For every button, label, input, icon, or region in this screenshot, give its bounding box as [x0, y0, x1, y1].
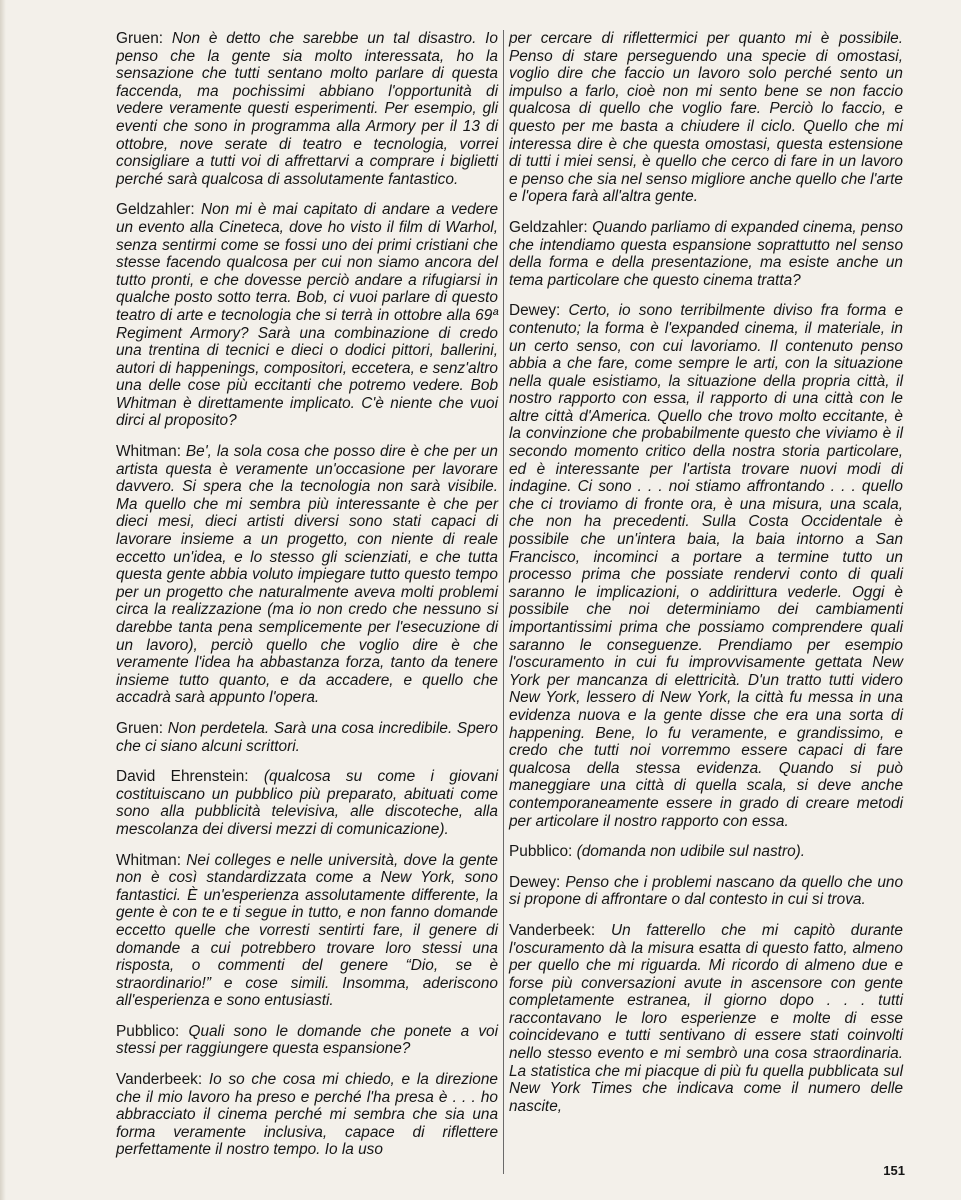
- speaker-name: Dewey:: [509, 302, 561, 320]
- dialogue-paragraph: [116, 443, 498, 707]
- speech-text: (qualcosa su come i giovani costituiscano un pubblico più preparato, abituati come sono alla pubblicità televisiva, alle discoteche, alla mescolanza dei diversi mezzi di comunicazione).: [116, 768, 499, 838]
- speaker-name: Dewey:: [509, 873, 561, 891]
- dialogue-paragraph: [116, 768, 498, 838]
- dialogue-paragraph: [509, 874, 903, 909]
- speech-text: Non mi è mai capitato di andare a vedere un evento alla Cineteca, dove ho visto il film di Warhol, senza sentirmi come se fossi uno dei primi cristiani che stesse facendo qualcosa per cui non siamo ancora del tutto pronti, e che dovesse perciò andare a rifugiarsi in qualche posto sotto terra. Bob, ci vuoi parlare di questo teatro di arte e tecnologia che si terrà in ottobre alla 69ª Regiment Armory? Sarà una combinazione di credo una trentina di tecnici e dieci o dodici pittori, ballerini, autori di happenings, compositori, eccetera, e senz'altro una delle cose più eccitanti che potremo vedere. Bob Whitman è direttamente implicato. C'è niente che vuoi dirci al proposito?: [116, 201, 499, 430]
- speech-text: per cercare di riflettermici per quanto mi è possibile. Penso di stare perseguendo una specie di omostasi, voglio dire che faccio un lavoro solo perché sento un impulso a farlo, cioè non mi sento bene se non faccio qualcosa di quello che voglio fare. Perciò lo faccio, e questo per me basta a chiudere il ciclo. Quello che mi interessa dire è che questa omostasi, questa estensione di tutti i miei sensi, è quello che cerco di fare in un lavoro e penso che sia nel senso migliore anche quello che l'arte e l'opera farà all'altra gente.: [509, 30, 903, 206]
- page-edge: [0, 0, 6, 1200]
- speech-text: Quali sono le domande che ponete a voi stessi per raggiungere questa espansione?: [116, 1022, 498, 1058]
- speaker-name: Vanderbeek:: [116, 1071, 203, 1089]
- speaker-name: Vanderbeek:: [509, 921, 596, 939]
- dialogue-paragraph: [116, 1071, 498, 1159]
- speaker-name: Geldzahler:: [509, 218, 588, 236]
- dialogue-paragraph: [509, 843, 903, 861]
- speaker-name: David Ehrenstein:: [116, 768, 249, 786]
- speaker-name: Gruen:: [116, 30, 164, 47]
- speaker-name: Gruen:: [116, 719, 164, 737]
- speech-text: Penso che i problemi nascano da quello che uno si propone di affrontare o dal contesto in cui si trova.: [509, 873, 904, 909]
- speech-text: (domanda non udibile sul nastro).: [576, 843, 806, 861]
- dialogue-paragraph: [116, 201, 498, 430]
- dialogue-paragraph: [116, 852, 498, 1010]
- speech-text: Nei colleges e nelle università, dove la gente non è così standardizzata come a New York, sono fantastici. È un'esperienza assolutamente differente, la gente è con te e ti segue in tutto, e non fanno domande eccetto quelle che vorresti sentirti fare, il genere di domande a cui potrebbero trovare loro stessi una risposta, o commenti del genere “Dio, se è straordinario!” e cose simili. Insomma, aderiscono all'esperienza e sono entusiasti.: [116, 851, 498, 1010]
- dialogue-paragraph: [116, 720, 498, 755]
- dialogue-paragraph: [509, 30, 903, 206]
- dialogue-paragraph: [116, 30, 498, 188]
- speech-text: Certo, io sono terribilmente diviso fra forma e contenuto; la forma è l'expanded cinema, il materiale, in un certo senso, con cui lavoriamo. Il contenuto penso abbia a che fare, come sempre le arti, con la situazione nella quale esistiamo, la situazione della propria città, il nostro rapporto con essa, il rapporto di una città con le altre città d'America. Quello che trovo molto eccitante, è la convinzione che probabilmente questo che viviamo è il secondo momento critico della nostra storia particolare, ed è interessante per l'artista trovare nuovi modi di indagine. Ci sono . . . noi stiamo affrontando . . . quello che ci troviamo di fronte ora, è una misura, una scala, che non ha precedenti. Sulla Costa Occidentale è possibile che un'intera baia, la baia intorno a San Francisco, incominci a portare a termine tutto un processo prima che possiate rendervi conto di quali saranno le implicazioni, o addirittura vederle. Oggi è possibile che noi determiniamo dei cambiamenti importantissimi prima che possiamo comprendere quali saranno le conseguenze. Prendiamo per esempio l'oscuramento in cui fu improvvisamente gettata New York per mancanza di elettricità. D'un tratto tutti videro New York, lessero di New York, la città fu messa in una evidenza nuova e la gente disse che era una sorta di happening. Bene, lo fu veramente, e grandissimo, e credo che tutti noi vorremmo essere capaci di fare qualcosa della stessa evidenza. Quando si può maneggiare una città di quella scala, si deve anche contemporaneamente essere in grado di creare metodi per articolare il nostro rapporto con essa.: [509, 302, 903, 830]
- page-number: 151: [883, 1163, 905, 1178]
- speech-text: Be', la sola cosa che posso dire è che per un artista questa è veramente un'occasione per lavorare davvero. Si spera che la tecnologia non sarà visibile. Ma quello che mi sembra più interessante è che per dieci mesi, dieci artisti diversi sono stati capaci di lavorare insieme a un progetto, con niente di reale eccetto un'idea, e lo stesso gli scienziati, e che tutta questa gente abbia voluto impiegare tutto questo tempo per un progetto che naturalmente aveva molti problemi circa la realizzazione (ma io non credo che nessuno si darebbe tanta pena semplicemente per l'esecuzione di un lavoro), perciò quello che voglio dire è che veramente l'idea ha abbastanza forza, tanto da tenere insieme tutto quanto, e da accadere, e quello che accadrà sarà appunto l'opera.: [116, 443, 498, 707]
- column-divider: [503, 30, 504, 1174]
- speech-text: Un fatterello che mi capitò durante l'oscuramento dà la misura esatta di questo fatto, almeno per quello che mi riguarda. Mi ricordo di almeno due e forse più conversazioni avute in ascensore con gente completamente estranea, il giorno dopo . . . tutti raccontavano le loro esperienze e molte di esse coincidevano e tutti sentivano di essere stati coinvolti nello stesso evento e mi sembrò una cosa straordinaria. La statistica che mi piacque di più fu quella pubblicata sul New York Times che indicava come il numero delle nascite,: [509, 921, 903, 1115]
- speech-text: Quando parliamo di expanded cinema, penso che intendiamo questa espansione soprattutto nel senso della forma e della presentazione, ma esiste anche un tema particolare che questo cinema tratta?: [509, 218, 903, 289]
- speaker-name: Whitman:: [116, 443, 181, 461]
- speaker-name: Pubblico:: [116, 1022, 180, 1040]
- speaker-name: Pubblico:: [509, 843, 573, 861]
- dialogue-paragraph: [509, 922, 903, 1116]
- speech-text: Io so che cosa mi chiedo, e la direzione che il mio lavoro ha preso e perché l'ha presa è . . . ho abbracciato il cinema perché mi sembra che sia una forma veramente inclusiva, capace di riflettere perfettamente il nostro tempo. Io la uso: [116, 1071, 498, 1159]
- speech-text: Non è detto che sarebbe un tal disastro. Io penso che la gente sia molto interessata, ho la sensazione che tutti sentano molto parlare di questa faccenda, ma pochissimi abbiano l'opportunità di vedere veramente questi esperimenti. Per esempio, gli eventi che sono in programma alla Armory per il 13 di ottobre, nove serate di teatro e tecnologia, vorrei consigliare a tutti voi di affrettarvi a comprare i biglietti perché sarà qualcosa di assolutamente fantastico.: [116, 30, 498, 188]
- speaker-name: Whitman:: [116, 851, 181, 869]
- dialogue-paragraph: [509, 219, 903, 289]
- dialogue-paragraph: [509, 302, 903, 830]
- left-column: [116, 30, 498, 1172]
- dialogue-paragraph: [116, 1023, 498, 1058]
- speaker-name: Geldzahler:: [116, 201, 195, 219]
- speech-text: Non perdetela. Sarà una cosa incredibile. Spero che ci siano alcuni scrittori.: [116, 719, 498, 755]
- right-column: [509, 30, 903, 1128]
